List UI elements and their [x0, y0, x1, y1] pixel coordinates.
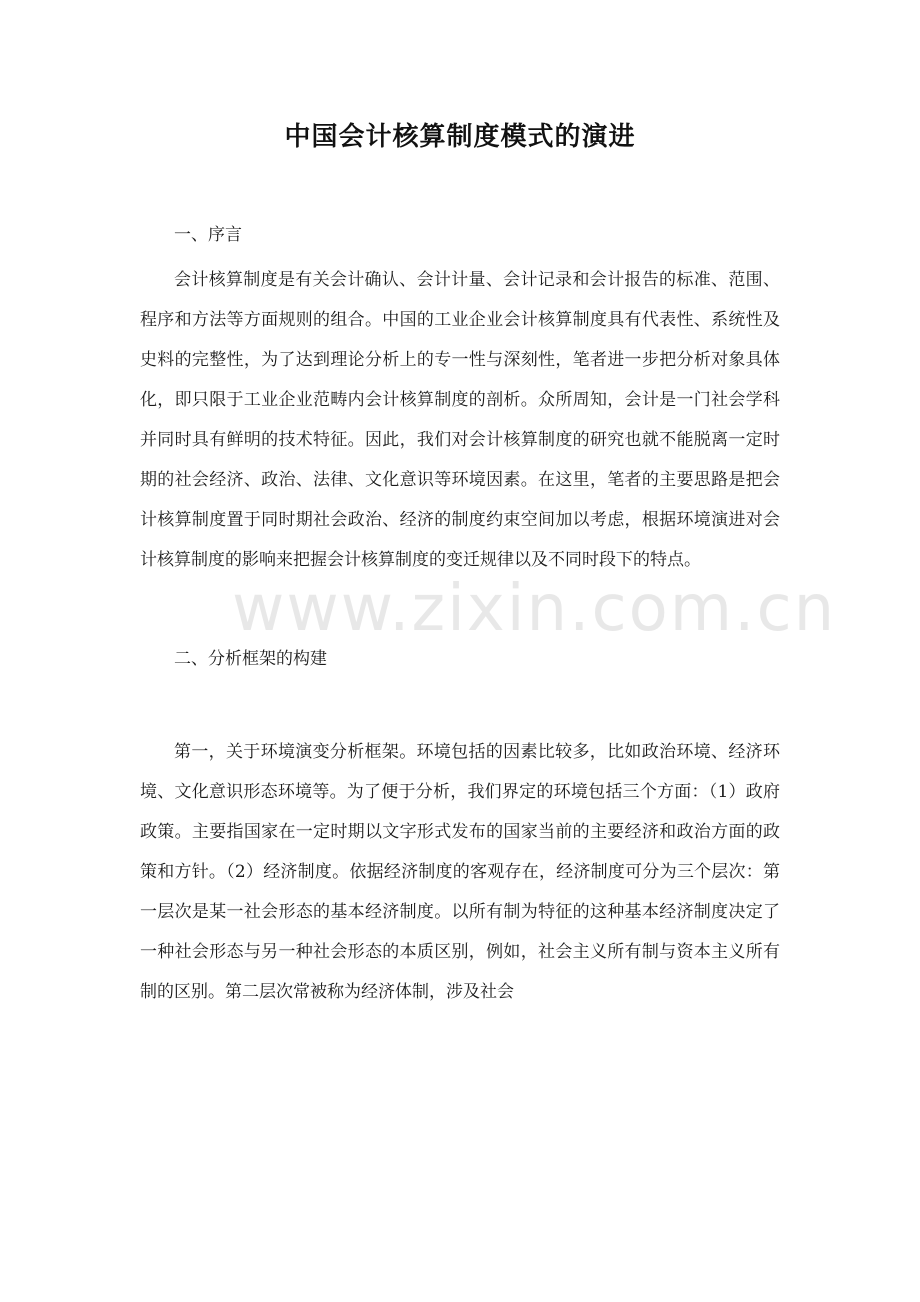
- watermark: www.zixin.com.cn: [232, 572, 837, 646]
- section-framework: [140, 642, 780, 1012]
- section-preface: [140, 218, 780, 580]
- document-body: [140, 218, 780, 1012]
- document-title: 中国会计核算制度模式的演进: [284, 122, 636, 152]
- section-heading: 一、序言: [174, 225, 242, 245]
- paragraph: 第一，关于环境演变分析框架。环境包括的因素比较多，比如政治环境、经济环境、文化意识形态环境等。为了便于分析，我们界定的环境包括三个方面：（1）政府政策。主要指国家在一定时期以文字形式发布的国家当前的主要经济和政治方面的政策和方针。（2）经济制度。依据经济制度的客观存在，经济制度可分为三个层次：第一层次是某一社会形态的基本经济制度。以所有制为特征的这种基本经济制度决定了一种社会形态与另一种社会形态的本质区别，例如，社会主义所有制与资本主义所有制的区别。第二层次常被称为经济体制，涉及社会: [140, 742, 780, 1002]
- paragraph: 会计核算制度是有关会计确认、会计计量、会计记录和会计报告的标准、范围、程序和方法等方面规则的组合。中国的工业企业会计核算制度具有代表性、系统性及史料的完整性，为了达到理论分析上的专一性与深刻性，笔者进一步把分析对象具体化，即只限于工业企业范畴内会计核算制度的剖析。众所周知，会计是一门社会学科并同时具有鲜明的技术特征。因此，我们对会计核算制度的研究也就不能脱离一定时期的社会经济、政治、法律、文化意识等环境因素。在这里，笔者的主要思路是把会计核算制度置于同时期社会政治、经济的制度约束空间加以考虑，根据环境演进对会计核算制度的影响来把握会计核算制度的变迁规律以及不同时段下的特点。: [140, 270, 780, 570]
- section-heading: 二、分析框架的构建: [174, 649, 327, 669]
